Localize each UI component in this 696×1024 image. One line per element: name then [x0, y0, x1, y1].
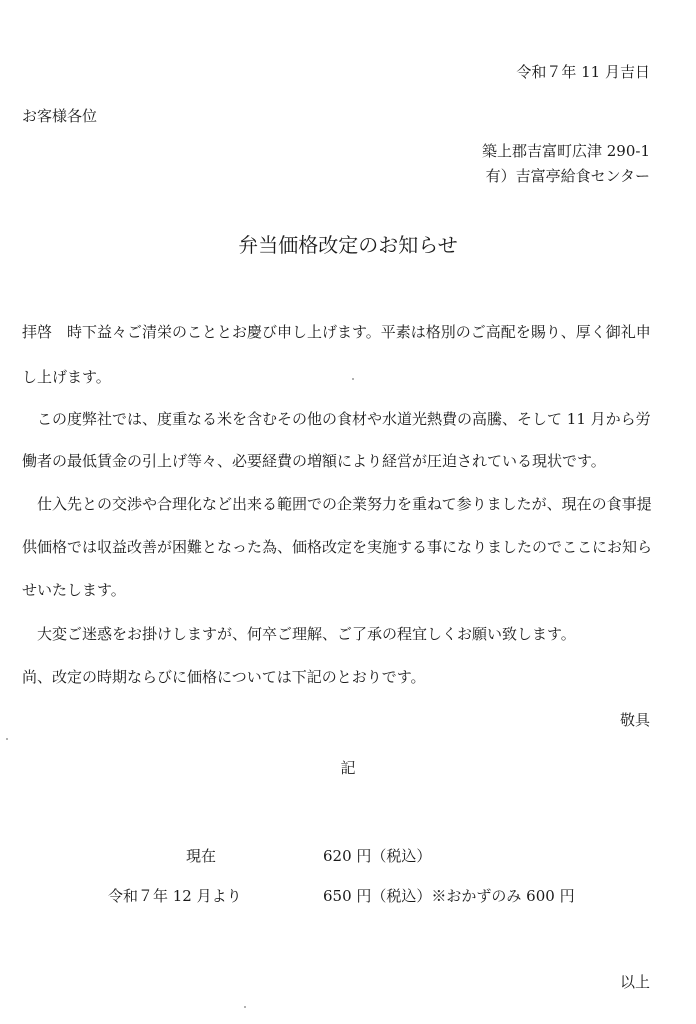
paragraph-line: この度弊社では、度重なる米を含むその他の食材や水道光熱費の高騰、そして 11 月から労	[37, 410, 651, 428]
price-new-label: 令和７年 12 月より	[108, 887, 242, 905]
paragraph-line: 働者の最低賃金の引上げ等々、必要経費の増額により経営が圧迫されている現状です。	[22, 452, 606, 470]
paragraph-line: し上げます。	[22, 368, 111, 386]
price-new-value: 650 円（税込）※おかずのみ 600 円	[323, 887, 575, 905]
price-current-label: 現在	[186, 847, 217, 865]
end-mark: 以上	[619, 973, 650, 991]
sender-name: 有）吉富亭給食センター	[485, 167, 650, 185]
paragraph-line: せいたします。	[22, 581, 126, 599]
closing-keigu: 敬具	[619, 711, 650, 729]
sender-address: 築上郡吉富町広津 290-1	[481, 142, 650, 160]
paragraph-line: 尚、改定の時期ならびに価格については下記のとおりです。	[22, 668, 426, 686]
scan-speck	[244, 1006, 246, 1008]
paragraph-line: 仕入先との交渉や合理化など出来る範囲での企業努力を重ねて参りましたが、現在の食事提	[37, 495, 652, 513]
scan-speck	[352, 378, 354, 380]
paragraph-line: 大変ご迷惑をお掛けしますが、何卒ご理解、ご了承の程宜しくお願い致します。	[37, 625, 576, 643]
scan-speck	[6, 738, 8, 740]
paragraph-line: 供価格では収益改善が困難となった為、価格改定を実施する事になりましたのでここにお知ら	[22, 538, 653, 556]
addressee: お客様各位	[22, 107, 98, 125]
paragraph-line: 拝啓 時下益々ご清栄のこととお慶び申し上げます。平素は格別のご高配を賜り、厚く御礼申	[22, 323, 651, 341]
price-current-value: 620 円（税込）	[323, 847, 432, 865]
date-line: 令和７年 11 月吉日	[516, 63, 650, 81]
page-title: 弁当価格改定のお知らせ	[238, 233, 458, 257]
ki-heading: 記	[340, 759, 356, 777]
